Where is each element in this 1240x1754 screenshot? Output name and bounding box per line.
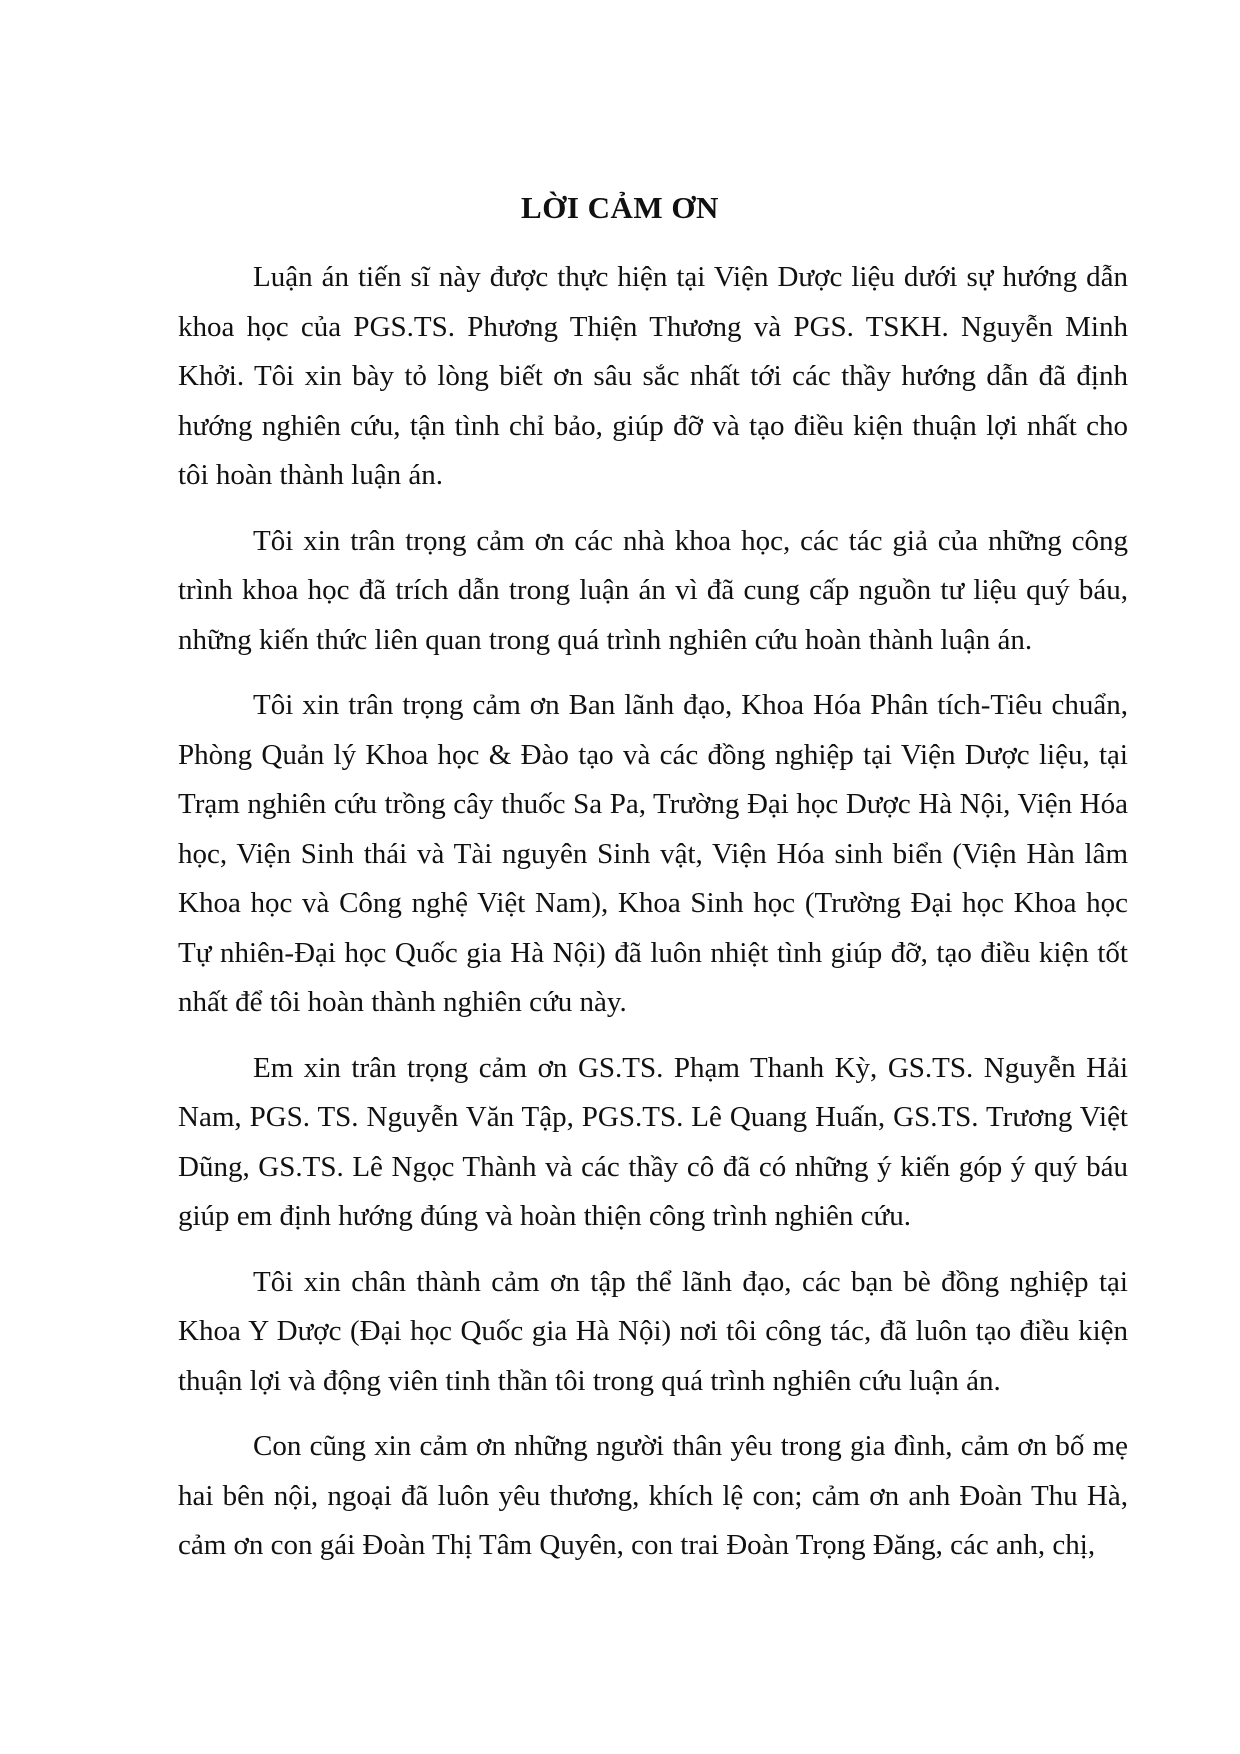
paragraph-3: Tôi xin trân trọng cảm ơn Ban lãnh đạo, Khoa Hóa Phân tích-Tiêu chuẩn, Phòng Quản lý Khoa học & Đào tạo và các đồng nghiệp tại Viện Dược liệu, tại Trạm nghiên cứu trồng cây thuốc Sa Pa, Trường Đại học Dược Hà Nội, Viện Hóa học, Viện Sinh thái và Tài nguyên Sinh vật, Viện Hóa sinh biển (Viện Hàn lâm Khoa học và Công nghệ Việt Nam), Khoa Sinh học (Trường Đại học Khoa học Tự nhiên-Đại học Quốc gia Hà Nội) đã luôn nhiệt tình giúp đỡ, tạo điều kiện tốt nhất để tôi hoàn thành nghiên cứu này. [178, 689, 1128, 1018]
paragraph-1: Luận án tiến sĩ này được thực hiện tại Viện Dược liệu dưới sự hướng dẫn khoa học của PGS.TS. Phương Thiện Thương và PGS. TSKH. Nguyễn Minh Khởi. Tôi xin bày tỏ lòng biết ơn sâu sắc nhất tới các thầy hướng dẫn đã định hướng nghiên cứu, tận tình chỉ bảo, giúp đỡ và tạo điều kiện thuận lợi nhất cho tôi hoàn thành luận án. [178, 261, 1128, 491]
page-title: LỜI CẢM ƠN [521, 190, 719, 225]
paragraph-2: Tôi xin trân trọng cảm ơn các nhà khoa học, các tác giả của những công trình khoa học đã trích dẫn trong luận án vì đã cung cấp nguồn tư liệu quý báu, những kiến thức liên quan trong quá trình nghiên cứu hoàn thành luận án. [178, 524, 1128, 656]
paragraph-6: Con cũng xin cảm ơn những người thân yêu trong gia đình, cảm ơn bố mẹ hai bên nội, ngoại đã luôn yêu thương, khích lệ con; cảm ơn anh Đoàn Thu Hà, cảm ơn con gái Đoàn Thị Tâm Quyên, con trai Đoàn Trọng Đăng, các anh, chị, [178, 1430, 1128, 1561]
paragraph-5: Tôi xin chân thành cảm ơn tập thể lãnh đạo, các bạn bè đồng nghiệp tại Khoa Y Dược (Đại học Quốc gia Hà Nội) nơi tôi công tác, đã luôn tạo điều kiện thuận lợi và động viên tinh thần tôi trong quá trình nghiên cứu luận án. [178, 1265, 1128, 1397]
document-body [178, 253, 1128, 1587]
paragraph-4: Em xin trân trọng cảm ơn GS.TS. Phạm Thanh Kỳ, GS.TS. Nguyễn Hải Nam, PGS. TS. Nguyễn Văn Tập, PGS.TS. Lê Quang Huấn, GS.TS. Trương Việt Dũng, GS.TS. Lê Ngọc Thành và các thầy cô đã có những ý kiến góp ý quý báu giúp em định hướng đúng và hoàn thiện công trình nghiên cứu. [178, 1051, 1128, 1232]
